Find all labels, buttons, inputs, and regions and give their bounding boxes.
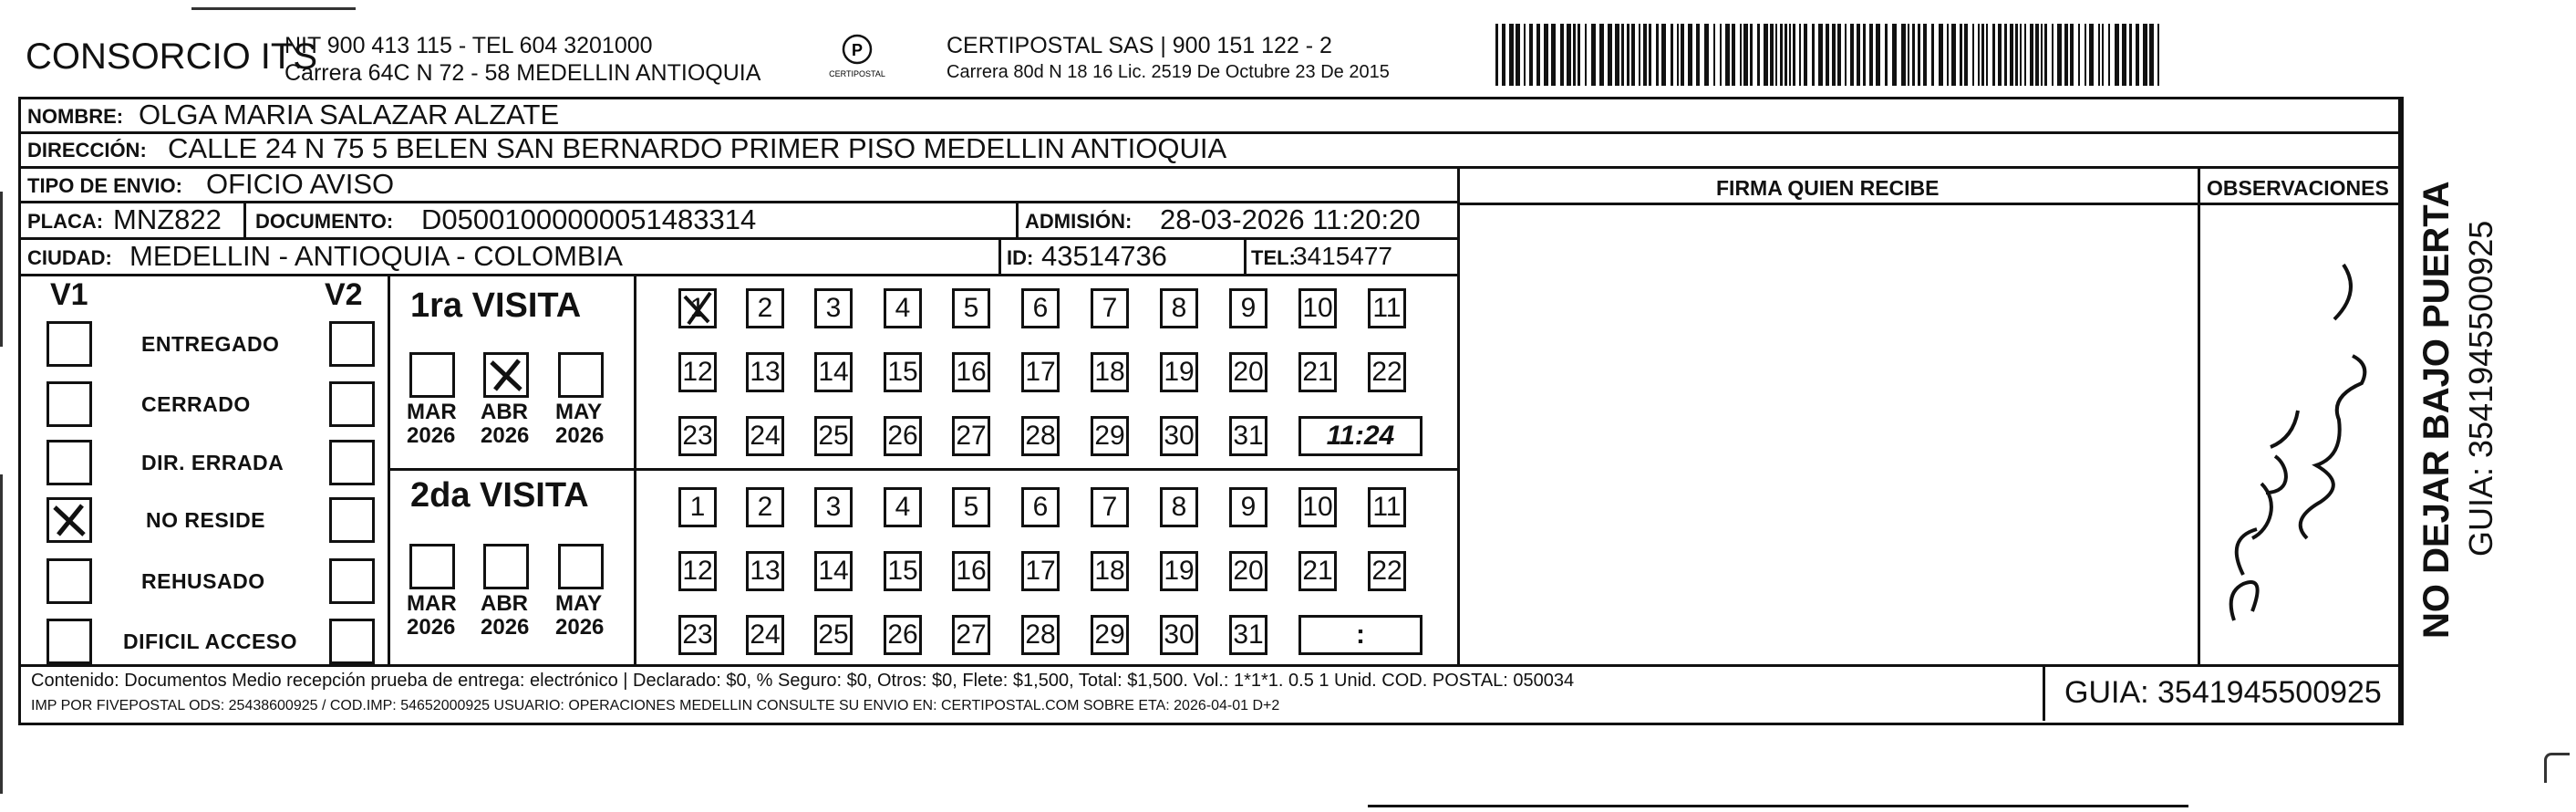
barcode-bar — [1495, 24, 1498, 86]
status-label: NO RESIDE — [146, 508, 266, 532]
month-label: MAR — [407, 400, 457, 424]
v1-checkbox[interactable] — [47, 558, 92, 604]
first-visit-month-checkbox[interactable] — [409, 352, 455, 398]
barcode-bar — [2089, 24, 2094, 86]
barcode-bar — [1621, 24, 1624, 86]
barcode-bar — [1992, 24, 1995, 86]
first-visit-day[interactable]: 12 — [678, 352, 717, 392]
second-visit-day[interactable]: 16 — [952, 551, 990, 591]
cell-divider — [243, 203, 246, 237]
barcode-bar — [1591, 24, 1596, 86]
barcode-bar — [1793, 24, 1795, 86]
second-visit-day[interactable]: 25 — [814, 615, 853, 655]
barcode-bar — [1923, 24, 1927, 86]
svg-text:CERTIPOSTAL: CERTIPOSTAL — [829, 69, 885, 78]
second-visit-day[interactable]: 10 — [1298, 487, 1337, 527]
year-label: 2026 — [481, 615, 530, 640]
barcode-bar — [2078, 24, 2080, 86]
tipo-label: TIPO DE ENVIO: — [27, 174, 182, 197]
admision-label: ADMISIÓN: — [1025, 210, 1133, 233]
barcode-bar — [1947, 24, 1949, 86]
first-visit-day[interactable]: 14 — [814, 352, 853, 392]
status-label: CERRADO — [141, 392, 251, 416]
barcode-bar — [1939, 24, 1943, 86]
second-visit-day[interactable]: 30 — [1160, 615, 1198, 655]
barcode-bar — [1978, 24, 1980, 86]
first-visit-day[interactable]: 30 — [1160, 416, 1198, 456]
cell-divider — [1244, 239, 1247, 274]
barcode-bar — [2157, 24, 2159, 86]
barcode-bar — [2010, 24, 2013, 86]
first-visit-day[interactable]: 23 — [678, 416, 717, 456]
barcode-bar — [1743, 24, 1748, 86]
second-visit-day[interactable]: 11 — [1368, 487, 1406, 527]
observaciones-header: OBSERVACIONES — [2207, 176, 2389, 200]
barcode-bar — [2052, 24, 2054, 86]
barcode-bar — [1960, 24, 1962, 86]
second-visit-day[interactable]: 23 — [678, 615, 717, 655]
barcode-bar — [2122, 24, 2126, 86]
barcode-bar — [1536, 24, 1540, 86]
barcode-bar — [1951, 24, 1956, 86]
second-visit-day[interactable]: 9 — [1229, 487, 1267, 527]
carrier-address: Carrera 80d N 18 16 Lic. 2519 De Octubre 23 De 2015 — [947, 62, 1390, 82]
v1-checkbox[interactable] — [47, 440, 92, 485]
second-visit-day[interactable]: 12 — [678, 551, 717, 591]
barcode-bar — [2035, 24, 2039, 86]
barcode-bar — [2136, 24, 2139, 86]
first-visit-day[interactable]: 9 — [1229, 288, 1267, 328]
corner-mark — [2544, 753, 2570, 783]
second-visit-day[interactable]: 31 — [1229, 615, 1267, 655]
barcode-bar — [1789, 24, 1791, 86]
footer-guia: GUIA: 3541945500925 — [2064, 675, 2382, 710]
barcode-bar — [2015, 24, 2018, 86]
first-visit-day[interactable]: 26 — [884, 416, 922, 456]
barcode-bar — [1785, 24, 1787, 86]
scan-edge-bottom — [1368, 805, 2188, 807]
barcode-bar — [2115, 24, 2119, 86]
barcode-bar — [1639, 24, 1640, 86]
barcode-bar — [1863, 24, 1866, 86]
barcode-bar — [1544, 24, 1548, 86]
barcode-bar — [1892, 24, 1897, 86]
second-visit-day[interactable]: 14 — [814, 551, 853, 591]
first-visit-title: 1ra VISITA — [410, 286, 582, 325]
first-visit-day[interactable]: 13 — [746, 352, 784, 392]
first-visit-month-checkbox[interactable] — [558, 352, 604, 398]
barcode-bar — [1981, 24, 1984, 86]
first-visit-day[interactable]: 19 — [1160, 352, 1198, 392]
barcode-bar — [1631, 24, 1635, 86]
first-visit-day[interactable]: 3 — [814, 288, 853, 328]
tel-value: 3415477 — [1293, 242, 1393, 270]
barcode-bar — [2149, 24, 2154, 86]
barcode-bar — [1720, 24, 1722, 86]
barcode-bar — [2098, 24, 2100, 86]
first-visit-day[interactable]: 6 — [1021, 288, 1060, 328]
barcode-bar — [2030, 24, 2033, 86]
second-visit-day[interactable]: 29 — [1091, 615, 1129, 655]
barcode-bar — [1912, 24, 1915, 86]
second-visit-day[interactable]: 4 — [884, 487, 922, 527]
second-visit-day[interactable]: 26 — [884, 615, 922, 655]
barcode-bar — [1845, 24, 1847, 86]
second-visit-day[interactable]: 1 — [678, 487, 717, 527]
barcode-bar — [1837, 24, 1841, 86]
month-label: ABR — [481, 591, 528, 616]
obs-right-divider — [2398, 97, 2401, 723]
first-visit-day[interactable]: 28 — [1021, 416, 1060, 456]
barcode-bar — [1725, 24, 1730, 86]
second-visit-day[interactable]: 20 — [1229, 551, 1267, 591]
direccion-value: CALLE 24 N 75 5 BELEN SAN BERNARDO PRIMER PISO MEDELLIN ANTIOQUIA — [168, 132, 1227, 164]
second-visit-day[interactable]: 24 — [746, 615, 784, 655]
first-visit-day[interactable]: 17 — [1021, 352, 1060, 392]
v2-checkbox[interactable] — [329, 497, 375, 543]
status-label: REHUSADO — [141, 569, 265, 593]
second-visit-day[interactable]: 15 — [884, 551, 922, 591]
top-rule — [191, 7, 356, 10]
first-visit-day[interactable]: 11 — [1368, 288, 1406, 328]
barcode-bar — [1740, 24, 1742, 86]
barcode-bar — [2044, 24, 2047, 86]
footer-contenido: Contenido: Documentos Medio recepción prueba de entrega: electrónico | Declarado: $0, % Seguro: $0, Otros: $0, Flete: $1,500, Total: $1,500. Vol.: 1*1*1. 0.5 1 Unid. COD. POSTAL: 050034 — [31, 671, 1575, 691]
barcode-bar — [1804, 24, 1807, 86]
second-visit-time[interactable]: : — [1298, 615, 1422, 655]
svg-text:P: P — [851, 41, 864, 59]
column-header-line — [1457, 203, 2401, 205]
year-label: 2026 — [407, 615, 456, 640]
barcode-bar — [1826, 24, 1829, 86]
barcode-bar — [1578, 24, 1580, 86]
barcode-bar — [1780, 24, 1783, 86]
ciudad-value: MEDELLIN - ANTIOQUIA - COLOMBIA — [129, 240, 623, 272]
v2-checkbox[interactable] — [329, 321, 375, 367]
barcode-bar — [1524, 24, 1526, 86]
barcode-bar — [2020, 24, 2022, 86]
id-label: ID: — [1007, 246, 1034, 269]
second-visit-day[interactable]: 21 — [1298, 551, 1337, 591]
v2-checkbox[interactable] — [329, 440, 375, 485]
barcode-bar — [1688, 24, 1692, 86]
first-visit-day[interactable]: 4 — [884, 288, 922, 328]
company-nit: NIT 900 413 115 - TEL 604 3201000 — [284, 33, 653, 58]
month-label: MAR — [407, 591, 457, 616]
first-visit-day[interactable]: 29 — [1091, 416, 1129, 456]
status-label: DIFICIL ACCESO — [123, 630, 298, 653]
barcode-bar — [1885, 24, 1888, 86]
second-visit-day[interactable]: 2 — [746, 487, 784, 527]
second-visit-day[interactable]: 13 — [746, 551, 784, 591]
first-visit-day[interactable]: 21 — [1298, 352, 1337, 392]
barcode-bar — [1713, 24, 1715, 86]
barcode-bar — [1918, 24, 1920, 86]
barcode-bar — [1529, 24, 1533, 86]
barcode-bar — [1964, 24, 1968, 86]
barcode-bar — [2129, 24, 2132, 86]
status-label: DIR. ERRADA — [141, 451, 284, 474]
barcode-bar — [2057, 24, 2062, 86]
second-visit-day[interactable]: 19 — [1160, 551, 1198, 591]
year-label: 2026 — [481, 423, 530, 448]
barcode-bar — [1551, 24, 1556, 86]
barcode-bar — [1627, 24, 1629, 86]
barcode-bar — [1770, 24, 1774, 86]
barcode-bar — [1573, 24, 1576, 86]
barcode-bar — [1857, 24, 1860, 86]
barcode-bar — [1608, 24, 1612, 86]
year-label: 2026 — [407, 423, 456, 448]
barcode-bar — [1643, 24, 1647, 86]
first-visit-day[interactable]: 22 — [1368, 352, 1406, 392]
barcode-bar — [1656, 24, 1659, 86]
first-visit-day[interactable]: 8 — [1160, 288, 1198, 328]
barcode-bar — [2108, 24, 2110, 86]
first-visit-day[interactable]: 5 — [952, 288, 990, 328]
month-divider — [634, 274, 636, 664]
first-visit-day[interactable]: 31 — [1229, 416, 1267, 456]
second-visit-title: 2da VISITA — [410, 476, 589, 515]
barcode-bar — [2070, 24, 2074, 86]
documento-label: DOCUMENTO: — [255, 210, 394, 233]
first-visit-day[interactable]: 20 — [1229, 352, 1267, 392]
company-address: Carrera 64C N 72 - 58 MEDELLIN ANTIOQUIA — [284, 60, 761, 86]
cell-divider — [998, 239, 1001, 274]
v1-checkbox[interactable] — [47, 619, 92, 664]
firma-header: FIRMA QUIEN RECIBE — [1716, 176, 1940, 200]
first-visit-day[interactable]: 27 — [952, 416, 990, 456]
barcode-bar — [2085, 24, 2086, 86]
nombre-value: OLGA MARIA SALAZAR ALZATE — [139, 99, 560, 130]
v1-checkbox[interactable] — [47, 321, 92, 367]
barcode-bar — [1931, 24, 1934, 86]
barcode-bar — [1812, 24, 1815, 86]
first-visit-day[interactable]: 15 — [884, 352, 922, 392]
barcode-bar — [1704, 24, 1709, 86]
observation-handwriting — [2216, 237, 2389, 639]
month-label: MAY — [555, 400, 603, 424]
barcode-bar — [1732, 24, 1735, 86]
first-visit-month-checkbox[interactable] — [483, 352, 529, 398]
barcode-bar — [1901, 24, 1906, 86]
barcode-bar — [1502, 24, 1505, 86]
first-visit-day[interactable] — [678, 288, 717, 328]
year-label: 2026 — [555, 615, 605, 640]
second-visit-day[interactable]: 7 — [1091, 487, 1129, 527]
certipostal-logo — [825, 31, 889, 86]
barcode-bar — [2004, 24, 2007, 86]
barcode-bar — [1516, 24, 1520, 86]
year-label: 2026 — [555, 423, 605, 448]
v2-checkbox[interactable] — [329, 619, 375, 664]
v1-label: V1 — [50, 277, 88, 312]
second-visit-day[interactable]: 6 — [1021, 487, 1060, 527]
barcode-bar — [1799, 24, 1801, 86]
day-number: 1 — [689, 293, 706, 323]
barcode-bar — [1764, 24, 1768, 86]
second-visit-day[interactable]: 27 — [952, 615, 990, 655]
barcode-bar — [1757, 24, 1760, 86]
barcode-bar — [1677, 24, 1679, 86]
barcode — [1495, 24, 2161, 86]
first-visit-day[interactable]: 2 — [746, 288, 784, 328]
id-value: 43514736 — [1041, 240, 1167, 272]
barcode-bar — [1696, 24, 1700, 86]
placa-label: PLACA: — [27, 210, 104, 233]
first-visit-day[interactable]: 24 — [746, 416, 784, 456]
first-visit-day[interactable]: 16 — [952, 352, 990, 392]
footer-divider — [2043, 664, 2045, 721]
barcode-bar — [1671, 24, 1673, 86]
barcode-bar — [1876, 24, 1880, 86]
v2-checkbox[interactable] — [329, 558, 375, 604]
barcode-bar — [2102, 24, 2104, 86]
scan-edge-left — [0, 474, 8, 794]
barcode-bar — [2041, 24, 2043, 86]
carrier-name: CERTIPOSTAL SAS | 900 151 122 - 2 — [947, 33, 1332, 58]
barcode-bar — [1972, 24, 1974, 86]
cell-divider — [1016, 203, 1019, 237]
v1-checkbox[interactable] — [47, 381, 92, 427]
firma-left-divider — [1457, 166, 1460, 666]
first-visit-time[interactable]: 11:24 — [1298, 416, 1422, 456]
tel-label: TEL: — [1251, 246, 1296, 269]
barcode-bar — [1850, 24, 1854, 86]
second-visit-month-checkbox[interactable] — [483, 544, 529, 589]
barcode-bar — [1869, 24, 1873, 86]
admision-value: 28-03-2026 11:20:20 — [1160, 203, 1421, 235]
barcode-bar — [1599, 24, 1604, 86]
barcode-bar — [1775, 24, 1777, 86]
month-label: ABR — [481, 400, 528, 424]
barcode-bar — [1585, 24, 1587, 86]
status-label: ENTREGADO — [141, 332, 280, 356]
second-visit-day[interactable]: 28 — [1021, 615, 1060, 655]
second-visit-day[interactable]: 5 — [952, 487, 990, 527]
barcode-bar — [1615, 24, 1619, 86]
barcode-bar — [1832, 24, 1836, 86]
row-line — [18, 274, 1457, 276]
scan-edge-left — [0, 192, 8, 347]
barcode-bar — [1750, 24, 1753, 86]
direccion-label: DIRECCIÓN: — [27, 139, 147, 161]
barcode-bar — [1986, 24, 1988, 86]
barcode-bar — [2064, 24, 2068, 86]
company-name: CONSORCIO ITS — [26, 36, 318, 77]
first-visit-day[interactable]: 7 — [1091, 288, 1129, 328]
month-label: MAY — [555, 591, 603, 616]
v1-checkbox[interactable] — [47, 497, 92, 543]
placa-value: MNZ822 — [113, 203, 222, 235]
second-visit-day[interactable]: 8 — [1160, 487, 1198, 527]
barcode-bar — [1649, 24, 1651, 86]
barcode-bar — [2024, 24, 2026, 86]
v2-checkbox[interactable] — [329, 381, 375, 427]
barcode-bar — [1661, 24, 1666, 86]
obs-left-divider — [2198, 166, 2200, 666]
barcode-bar — [1509, 24, 1514, 86]
second-visit-day[interactable]: 18 — [1091, 551, 1129, 591]
second-visit-month-checkbox[interactable] — [409, 544, 455, 589]
barcode-bar — [2143, 24, 2147, 86]
footer-imp: IMP POR FIVEPOSTAL ODS: 25438600925 / COD.IMP: 54652000925 USUARIO: OPERACIONES MEDELLIN CONSULTE SU ENVIO EN: CERTIPOSTAL.COM SOBRE ETA: 2026-04-01 D+2 — [31, 698, 1280, 713]
nombre-label: NOMBRE: — [27, 105, 124, 128]
first-visit-day[interactable]: 25 — [814, 416, 853, 456]
barcode-bar — [1681, 24, 1684, 86]
ciudad-label: CIUDAD: — [27, 246, 112, 269]
second-visit-day[interactable]: 22 — [1368, 551, 1406, 591]
first-visit-day[interactable]: 10 — [1298, 288, 1337, 328]
visit-divider — [388, 468, 1460, 471]
documento-value: D05001000000051483314 — [421, 203, 757, 235]
barcode-bar — [1908, 24, 1909, 86]
barcode-bar — [1560, 24, 1564, 86]
v2-label: V2 — [325, 277, 363, 312]
barcode-bar — [1818, 24, 1823, 86]
second-visit-month-checkbox[interactable] — [558, 544, 604, 589]
barcode-bar — [1567, 24, 1571, 86]
first-visit-day[interactable]: 18 — [1091, 352, 1129, 392]
barcode-bar — [1998, 24, 2002, 86]
second-visit-day[interactable]: 17 — [1021, 551, 1060, 591]
second-visit-day[interactable]: 3 — [814, 487, 853, 527]
tipo-value: OFICIO AVISO — [206, 168, 395, 200]
